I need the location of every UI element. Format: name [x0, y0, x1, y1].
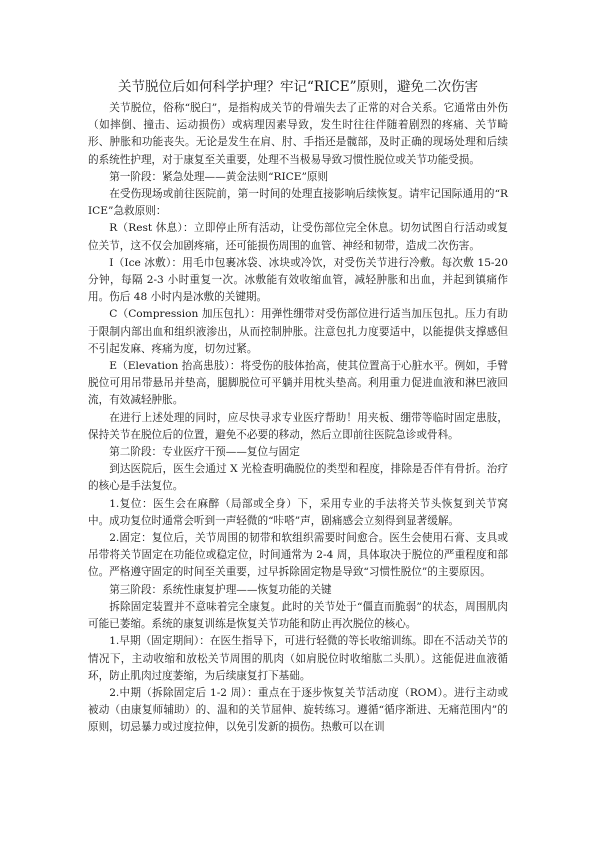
fixation-paragraph: 2.固定：复位后，关节周围的韧带和软组织需要时间愈合。医生会使用石膏、支具或吊带将关节固定在功能位或稳定位，时间通常为 2-4 周，具体取决于脱位的严重程度和部位。严格遵守固定的时间至关重要，过早拆除固定物是导致“习惯性脱位”的主要原因。	[88, 532, 508, 579]
mid-rehab-paragraph: 2.中期（拆除固定后 1-2 周）：重点在于逐步恢复关节活动度（ROM）。进行主动或被动（由康复师辅助）的、温和的关节屈伸、旋转练习。遵循“循序渐进、无痛范围内”的原则，切忌暴力或过度拉伸，以免引发新的损伤。热敷可以在训	[88, 686, 508, 734]
section-heading-stage-2: 第二阶段：专业医疗干预——复位与固定	[109, 446, 300, 459]
rice-compression-paragraph: C（Compression 加压包扎）：用弹性绷带对受伤部位进行适当加压包扎。压力有助于限制内部出血和组织液渗出，从而控制肿胀。注意包扎力度要适中，以能提供支撑感但不引起发麻、疼痛为度，切勿过紧。	[88, 308, 508, 355]
rice-rest-paragraph: R（Rest 休息）：立即停止所有活动，让受伤部位完全休息。切勿试图自行活动或复位关节，这不仅会加剧疼痛，还可能损伤周围的血管、神经和韧带，造成二次伤害。	[88, 222, 508, 252]
body-paragraph: 在受伤现场或前往医院前，第一时间的处理直接影响后续恢复。请牢记国际通用的“RICE”急救原则：	[88, 188, 508, 218]
body-paragraph: 拆除固定装置并不意味着完全康复。此时的关节处于“僵直而脆弱”的状态，周围肌肉可能已萎缩。系统的康复训练是恢复关节功能和防止再次脱位的核心。	[88, 600, 508, 631]
section-heading-stage-3: 第三阶段：系统性康复护理——恢复功能的关键	[109, 583, 332, 596]
rice-elevation-paragraph: E（Elevation 抬高患肢）：将受伤的肢体抬高，使其位置高于心脏水平。例如，手臂脱位可用吊带悬吊并垫高，腿脚脱位可平躺并用枕头垫高。利用重力促进血液和淋巴液回流，有效减轻肿胀。	[88, 360, 508, 407]
section-heading-stage-1: 第一阶段：紧急处理——黄金法则“RICE”原则	[109, 170, 329, 183]
reduction-paragraph: 1.复位：医生会在麻醉（局部或全身）下，采用专业的手法将关节头恢复到关节窝中。成功复位时通常会听到一声轻微的“咔嗒”声，剧痛感会立刻得到显著缓解。	[88, 497, 508, 527]
document-title: 关节脱位后如何科学护理？牢记“RICE”原则，避免二次伤害	[118, 79, 478, 95]
document-page	[88, 78, 508, 737]
body-paragraph: 在进行上述处理的同时，应尽快寻求专业医疗帮助！用夹板、绷带等临时固定患肢，保持关节在脱位后的位置，避免不必要的移动，然后立即前往医院急诊或骨科。	[88, 411, 508, 441]
body-paragraph: 到达医院后，医生会通过 X 光检查明确脱位的类型和程度，排除是否伴有骨折。治疗的核心是手法复位。	[88, 463, 508, 493]
early-rehab-paragraph: 1.早期（固定期间）：在医生指导下，可进行轻微的等长收缩训练。即在不活动关节的情况下，主动收缩和放松关节周围的肌肉（如肩脱位时收缩肱二头肌）。这能促进血液循环，防止肌肉过度萎缩，为后续康复打下基础。	[88, 635, 508, 682]
intro-paragraph: 关节脱位，俗称“脱臼”，是指构成关节的骨端失去了正常的对合关系。它通常由外伤（如摔倒、撞击、运动损伤）或病理因素导致，发生时往往伴随着剧烈的疼痛、关节畸形、肿胀和功能丧失。无论是发生在肩、肘、手指还是髋部，及时正确的现场处理和后续的系统性护理，对于康复至关重要，处理不当极易导致习惯性脱位或关节功能受损。	[88, 102, 508, 166]
rice-ice-paragraph: I（Ice 冰敷）：用毛巾包裹冰袋、冰块或冷饮，对受伤关节进行冷敷。每次敷 15-20 分钟，每隔 2-3 小时重复一次。冰敷能有效收缩血管，减轻肿胀和出血，并起到镇痛作用。伤后 48 小时内是冰敷的关键期。	[88, 256, 508, 304]
